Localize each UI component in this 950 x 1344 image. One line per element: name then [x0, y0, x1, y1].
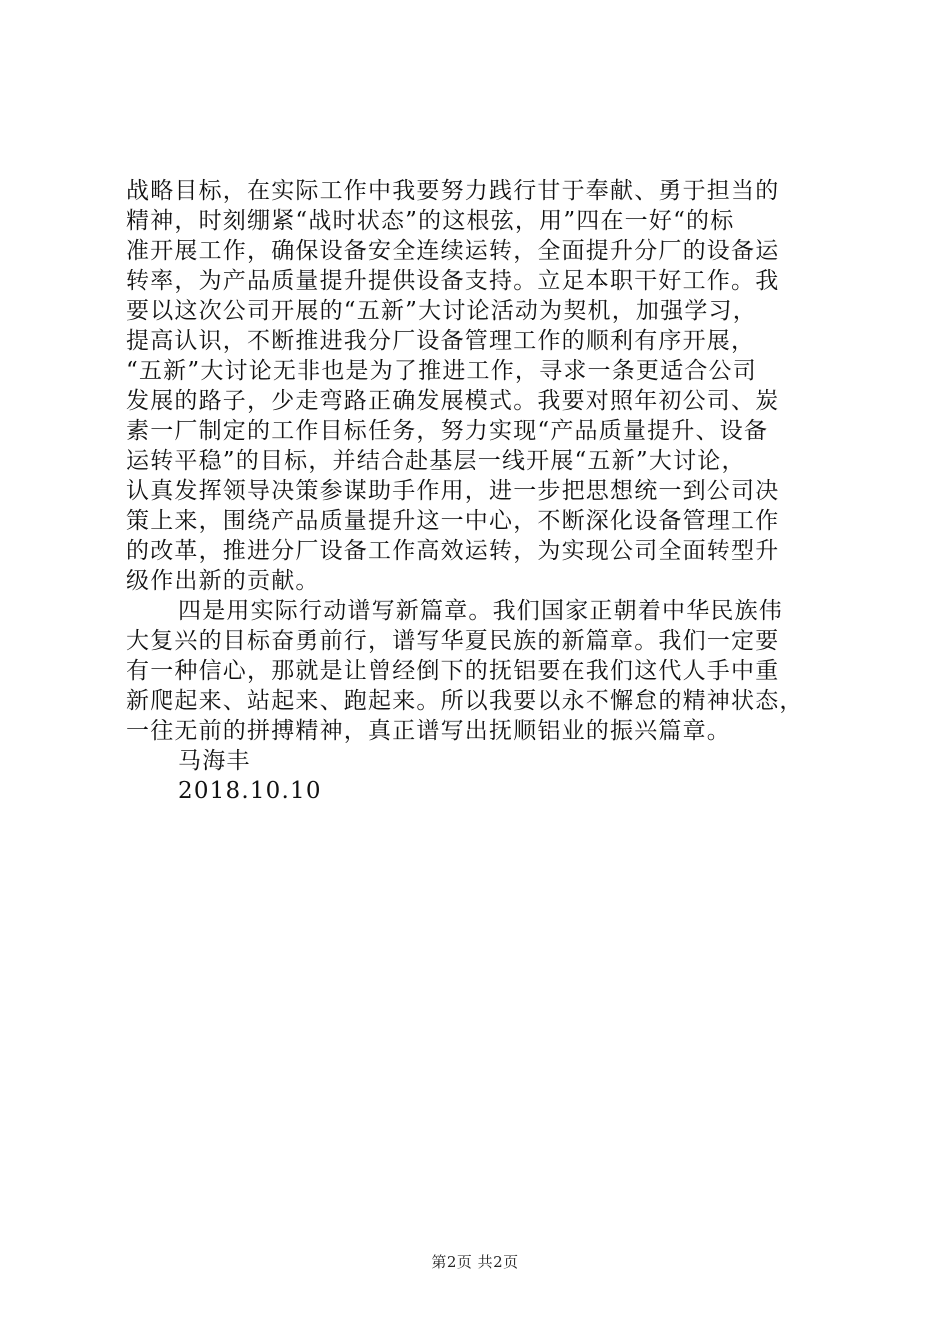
paragraph-1-line: 战略目标，在实际工作中我要努力践行甘于奉献、勇于担当的 [126, 178, 780, 204]
paragraph-2-line: 有一种信心，那就是让曾经倒下的抚铝要在我们这代人手中重 [126, 658, 780, 684]
paragraph-1-line: 运转平稳”的目标，并结合赴基层一线开展“五新”大讨论， [126, 448, 746, 474]
paragraph-2-line: 四是用实际行动谱写新篇章。我们国家正朝着中华民族伟 [178, 598, 783, 624]
signature-name: 马海丰 [178, 748, 251, 774]
paragraph-1-line: 精神，时刻绷紧“战时状态”的这根弦，用”四在一好“的标 [126, 208, 735, 234]
paragraph-1-line: 的改革，推进分厂设备工作高效运转，为实现公司全面转型升 [126, 538, 780, 564]
paragraph-1-line: “五新”大讨论无非也是为了推进工作，寻求一条更适合公司 [126, 358, 757, 384]
paragraph-1-line: 准开展工作，确保设备安全连续运转，全面提升分厂的设备运 [126, 238, 780, 264]
paragraph-1-line: 转率，为产品质量提升提供设备支持。立足本职干好工作。我 [126, 268, 780, 294]
page-number-footer: 第2页 共2页 [431, 1253, 519, 1271]
paragraph-1-line: 发展的路子，少走弯路正确发展模式。我要对照年初公司、炭 [126, 388, 780, 414]
paragraph-1-line: 级作出新的贡献。 [126, 568, 320, 594]
paragraph-1-line: 提高认识，不断推进我分厂设备管理工作的顺利有序开展， [126, 328, 756, 354]
paragraph-2-line: 大复兴的目标奋勇前行，谱写华夏民族的新篇章。我们一定要 [126, 628, 780, 654]
paragraph-1-line: 要以这次公司开展的“五新”大讨论活动为契机，加强学习， [126, 298, 757, 324]
paragraph-1-line: 策上来，围绕产品质量提升这一中心，不断深化设备管理工作 [126, 508, 780, 534]
paragraph-1-line: 素一厂制定的工作目标任务，努力实现“产品质量提升、设备 [126, 418, 769, 444]
signature-date: 2018.10.10 [178, 778, 322, 804]
paragraph-1-line: 认真发挥领导决策参谋助手作用，进一步把思想统一到公司决 [126, 478, 780, 504]
paragraph-2-line: 一往无前的拼搏精神，真正谱写出抚顺铝业的振兴篇章。 [126, 718, 731, 744]
document-body [126, 176, 842, 806]
paragraph-2-line: 新爬起来、站起来、跑起来。所以我要以永不懈怠的精神状态， [126, 688, 804, 714]
